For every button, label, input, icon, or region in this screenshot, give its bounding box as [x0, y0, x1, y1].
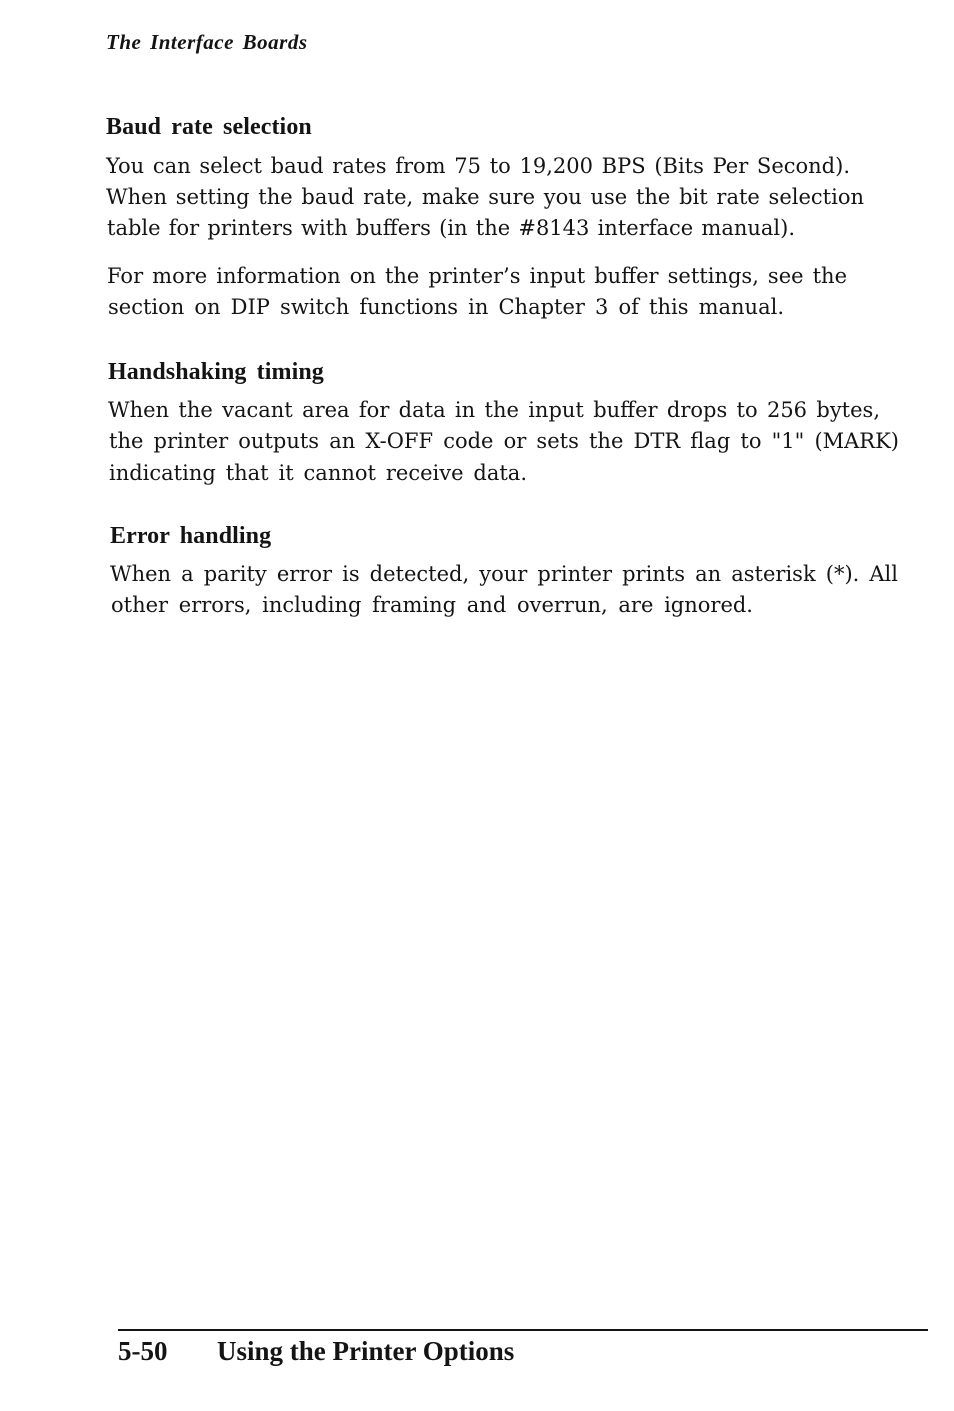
body-text-line: table for printers with buffers (in the #8143 interface manual). — [107, 216, 795, 240]
section-heading-baud-rate: Baud rate selection — [106, 114, 312, 140]
body-text-line: section on DIP switch functions in Chapter 3 of this manual. — [108, 295, 784, 319]
footer-title: Using the Printer Options — [217, 1336, 515, 1366]
footer-rule — [118, 1329, 928, 1331]
body-text-line: When the vacant area for data in the input buffer drops to 256 bytes, — [108, 398, 880, 422]
body-text-line: indicating that it cannot receive data. — [109, 461, 527, 485]
footer-page-number: 5-50 — [118, 1336, 168, 1366]
running-head: The Interface Boards — [106, 30, 308, 54]
body-text-line: For more information on the printer’s input buffer settings, see the — [107, 264, 847, 288]
section-heading-error-handling: Error handling — [110, 523, 272, 549]
body-text-line: You can select baud rates from 75 to 19,200 BPS (Bits Per Second). — [106, 154, 850, 178]
body-text-line: When a parity error is detected, your printer prints an asterisk (*). All — [110, 562, 898, 586]
body-text-line: other errors, including framing and overrun, are ignored. — [111, 593, 753, 617]
body-text-line: the printer outputs an X-OFF code or sets the DTR flag to "1" (MARK) — [109, 429, 899, 453]
body-text-line: When setting the baud rate, make sure you use the bit rate selection — [106, 185, 864, 209]
section-heading-handshaking: Handshaking timing — [108, 359, 324, 385]
